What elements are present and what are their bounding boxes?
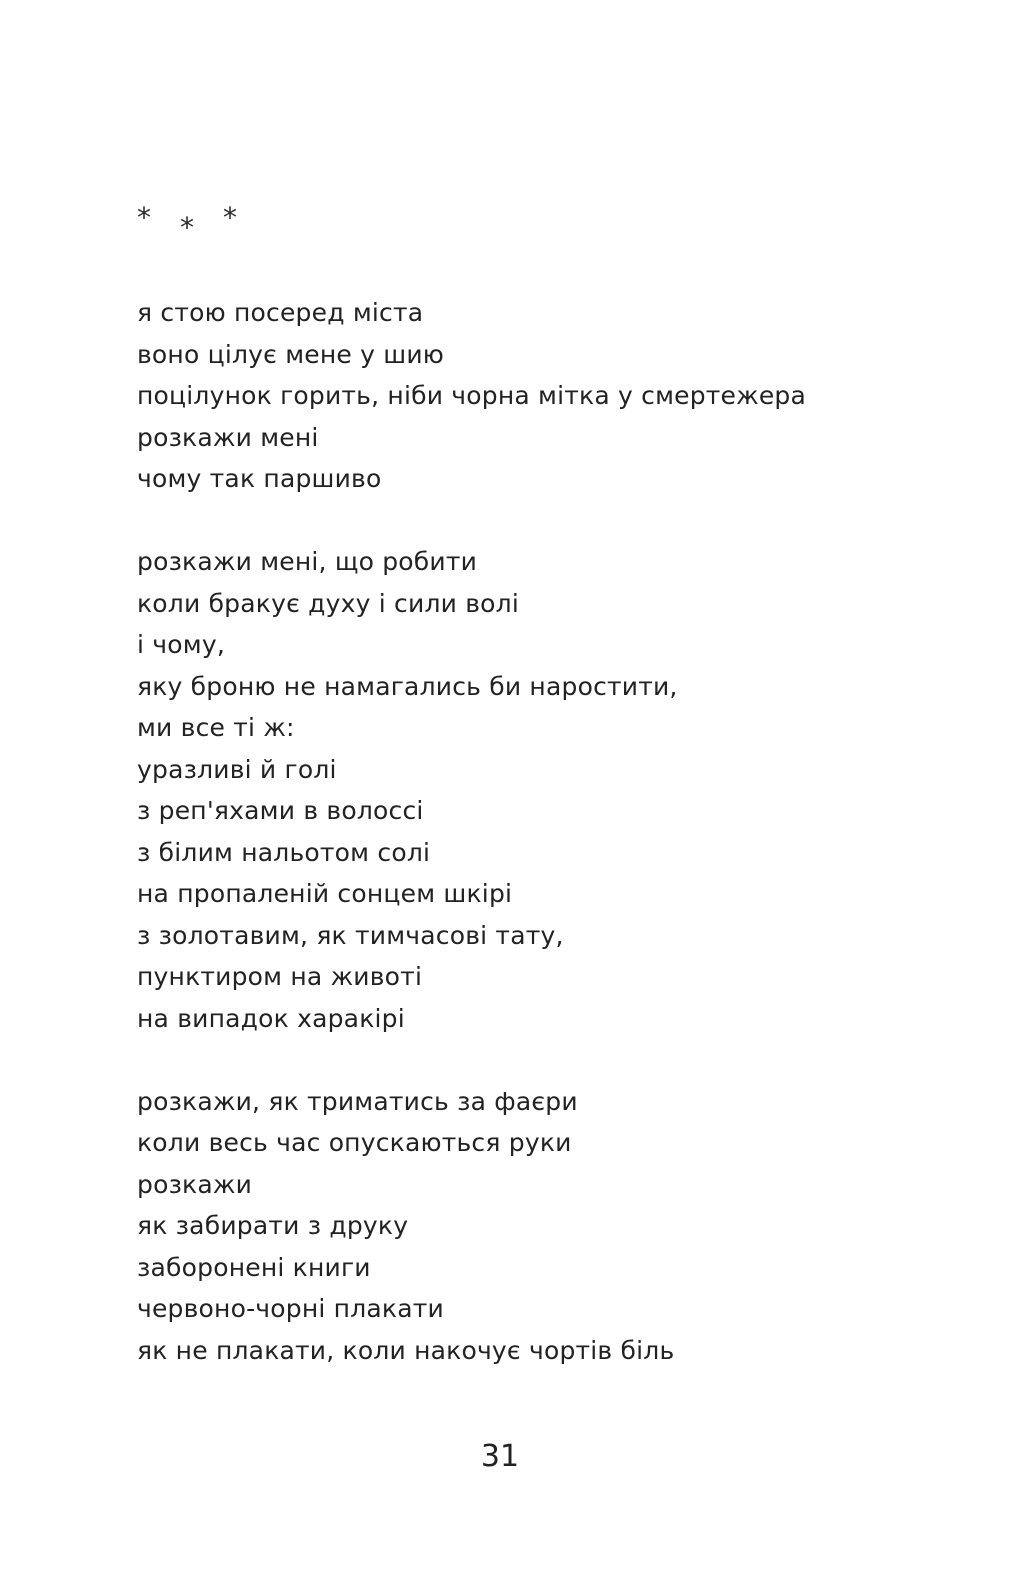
poem-line: чому так паршиво xyxy=(137,464,382,493)
poem-line: як не плакати, коли накочує чортів біль xyxy=(137,1335,675,1365)
poem-line: розкажи мені xyxy=(137,422,319,452)
stanza-3 xyxy=(137,1081,897,1372)
poem-line: уразливі й голі xyxy=(137,754,337,784)
asterisk-icon: * xyxy=(223,201,237,234)
poem-body xyxy=(137,292,897,1371)
poem-line: з золотавим, як тимчасові тату, xyxy=(137,920,564,950)
stanza-2 xyxy=(137,541,897,1039)
asterisk-icon: * xyxy=(180,211,194,244)
poem-line: пунктиром на животі xyxy=(137,962,423,991)
page-number: 31 xyxy=(480,1439,520,1474)
poem-line: з реп'яхами в волоссі xyxy=(137,796,424,825)
poem-line: розкажи мені, що робити xyxy=(137,547,478,576)
stanza-1 xyxy=(137,292,897,500)
poem-line: і чому, xyxy=(137,630,225,659)
poem-line: коли бракує духу і сили волі xyxy=(137,588,519,618)
poem-line: я стою посеред міста xyxy=(137,298,424,327)
poem-line: воно цілує мене у шию xyxy=(137,339,445,369)
asterisk-icon: * xyxy=(137,201,151,234)
poem-line: як забирати з друку xyxy=(137,1211,409,1240)
poem-line: розкажи, як триматись за фаєри xyxy=(137,1086,578,1116)
poem-line: розкажи xyxy=(137,1169,253,1199)
poem-line: червоно-чорні плакати xyxy=(137,1294,444,1323)
poem-line: яку броню не намагались би наростити, xyxy=(137,671,678,701)
section-separator xyxy=(137,200,257,244)
poem-line: ми все ті ж: xyxy=(137,713,295,742)
poem-line: з білим нальотом солі xyxy=(137,837,431,867)
poem-line: поцілунок горить, ніби чорна мітка у смертежера xyxy=(137,381,807,410)
poem-line: на випадок харакірі xyxy=(137,1003,405,1033)
poem-line: коли весь час опускаються руки xyxy=(137,1128,572,1157)
poem-line: заборонені книги xyxy=(137,1252,371,1282)
poem-line: на пропаленій сонцем шкірі xyxy=(137,879,513,908)
